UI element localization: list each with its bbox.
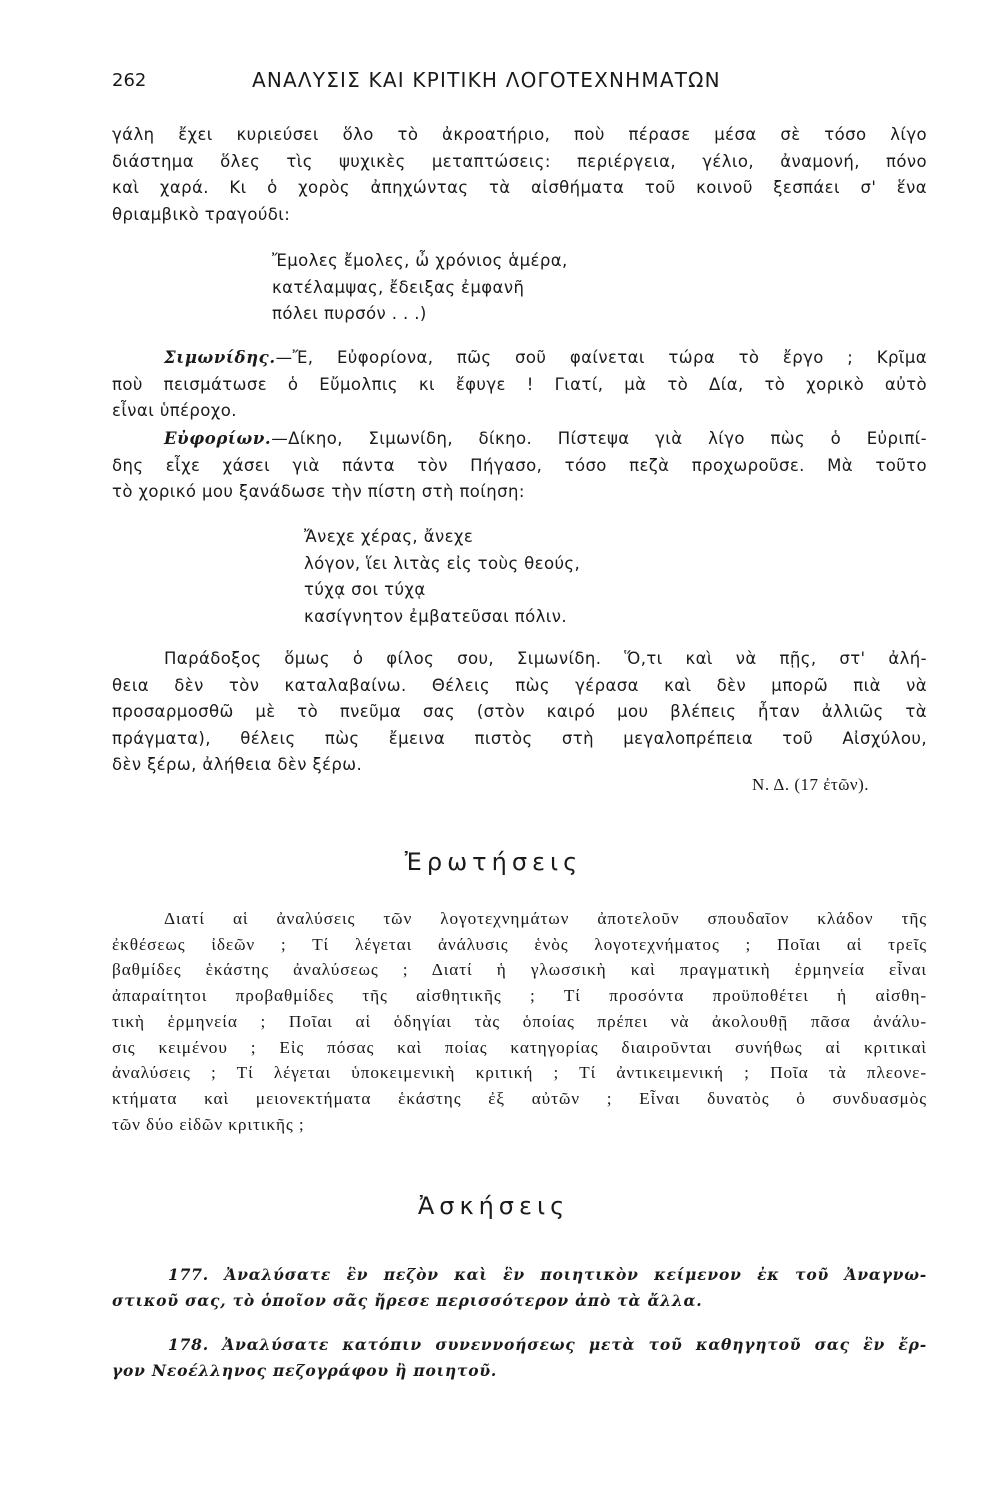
text-line: γάλη ἔχει κυριεύσει ὅλο τὸ ἀκροατήριο, ποὺ πέρασε μέσα σὲ τόσο λίγο bbox=[112, 125, 927, 144]
verse-line: τύχᾳ σοι τύχᾳ bbox=[304, 580, 426, 600]
closing-paragraph bbox=[112, 646, 927, 779]
text-line: εἶναι ὑπέροχο. bbox=[112, 401, 237, 421]
text-line: προσαρμοσθῶ μὲ τὸ πνεῦμα σας (στὸν καιρό μου βλέπεις ἦταν ἀλλιῶς τὰ bbox=[112, 702, 927, 722]
text-line: σις κειμένου ; Εἰς πόσας καὶ ποίας κατηγορίας διαιροῦνται συνήθως αἱ κριτικαὶ bbox=[112, 1037, 927, 1057]
simonides-speech bbox=[112, 345, 927, 425]
text-line: καὶ χαρά. Κι ὁ χορὸς ἀπηχώντας τὰ αἰσθήματα τοῦ κοινοῦ ξεσπάει σ' ἕνα bbox=[112, 178, 927, 198]
text-line: δης εἶχε χάσει γιὰ πάντα τὸν Πήγασο, τόσο πεζὰ προχωροῦσε. Μὰ τοῦτο bbox=[112, 455, 927, 475]
questions-paragraph bbox=[112, 906, 927, 1137]
author-signature: Ν. Δ. (17 ἐτῶν). bbox=[752, 775, 869, 794]
exercise-177 bbox=[112, 1262, 927, 1314]
text-line: ἀναλύσεις ; Τί λέγεται ὑποκειμενικὴ κριτική ; Τί ἀντικειμενική ; Ποῖα τὰ πλεονε- bbox=[112, 1063, 927, 1083]
verse-line: κατέλαμψας, ἔδειξας ἐμφανῆ bbox=[272, 277, 525, 297]
page-number: 262 bbox=[112, 70, 147, 91]
text-line: τῶν δύο εἰδῶν κριτικῆς ; bbox=[112, 1114, 305, 1134]
speaker-name: Εὐφορίων. bbox=[164, 429, 272, 448]
text-line: διάστημα ὅλες τὶς ψυχικὲς μεταπτώσεις: περιέργεια, γέλιο, ἀναμονή, πόνο bbox=[112, 151, 927, 171]
chorus-verse-1 bbox=[272, 248, 568, 328]
text-line: θριαμβικὸ τραγούδι: bbox=[112, 204, 291, 224]
text-line: κτήματα καὶ μειονεκτήματα ἑκάστης ἐξ αὐτῶν ; Εἶναι δυνατὸς ὁ συνδυασμὸς bbox=[112, 1088, 927, 1108]
verse-line: κασίγνητον ἐμβατεῦσαι πόλιν. bbox=[304, 606, 567, 626]
text-line: ποὺ πεισμάτωσε ὁ Εὔμολπις κι ἔφυγε ! Γιατί, μὰ τὸ Δία, τὸ χορικὸ αὐτὸ bbox=[112, 374, 927, 394]
chorus-verse-2 bbox=[304, 524, 580, 630]
text-line: γον Νεοέλληνος πεζογράφου ἢ ποιητοῦ. bbox=[112, 1361, 498, 1380]
text-line: τὸ χορικό μου ξανάδωσε τὴν πίστη στὴ ποίηση: bbox=[112, 482, 525, 502]
speech-text: —Ἔ, Εὐφορίονα, πῶς σοῦ φαίνεται τώρα τὸ ἔργο ; Κρῖμα bbox=[275, 348, 927, 367]
text-line: 178. Ἀναλύσατε κατόπιν συνεννοήσεως μετὰ τοῦ καθηγητοῦ σας ἓν ἔρ- bbox=[168, 1335, 927, 1354]
text-line: Παράδοξος ὅμως ὁ φίλος σου, Σιμωνίδη. Ὅ,τι καὶ νὰ πῇς, στ' ἀλή- bbox=[164, 649, 927, 668]
text-line: 177. Ἀναλύσατε ἓν πεζὸν καὶ ἓν ποιητικὸν κείμενον ἐκ τοῦ Ἀναγνω- bbox=[168, 1265, 927, 1284]
text-line: ἀπαραίτητοι προβαθμίδες τῆς αἰσθητικῆς ; Τί προσόντα προϋποθέτει ἡ αἰσθη- bbox=[112, 986, 927, 1006]
verse-line: Ἄνεχε χέρας, ἄνεχε bbox=[304, 527, 474, 546]
text-line: τικὴ ἑρμηνεία ; Ποῖαι αἱ ὁδηγίαι τὰς ὁποίας πρέπει νὰ ἀκολουθῇ πᾶσα ἀνάλυ- bbox=[112, 1011, 927, 1031]
text-line: ἐκθέσεως ἰδεῶν ; Τί λέγεται ἀνάλυσις ἑνὸς λογοτεχνήματος ; Ποῖαι αἱ τρεῖς bbox=[112, 934, 927, 954]
verse-line: Ἔμολες ἔμολες, ὦ χρόνιος ἁμέρα, bbox=[272, 251, 568, 270]
running-title: ΑΝΑΛΥΣΙΣ ΚΑΙ ΚΡΙΤΙΚΗ ΛΟΓΟΤΕΧΝΗΜΑΤΩΝ bbox=[252, 68, 721, 92]
exercise-178 bbox=[112, 1332, 927, 1384]
text-line: Διατί αἱ ἀναλύσεις τῶν λογοτεχνημάτων ἀποτελοῦν σπουδαῖον κλάδον τῆς bbox=[164, 909, 927, 928]
text-line: βαθμίδες ἑκάστης ἀναλύσεως ; Διατί ἡ γλωσσικὴ καὶ πραγματικὴ ἑρμηνεία εἶναι bbox=[112, 960, 927, 980]
exercises-heading: Ἀσκήσεις bbox=[417, 1192, 570, 1220]
text-line bbox=[112, 345, 927, 372]
page-header bbox=[112, 66, 924, 102]
text-line: στικοῦ σας, τὸ ὁποῖον σᾶς ἤρεσε περισσότερον ἀπὸ τὰ ἄλλα. bbox=[112, 1291, 703, 1310]
intro-paragraph bbox=[112, 122, 927, 228]
text-line: δὲν ξέρω, ἀλήθεια δὲν ξέρω. bbox=[112, 755, 363, 775]
text-line bbox=[112, 426, 927, 453]
text-line: θεια δὲν τὸν καταλαβαίνω. Θέλεις πὼς γέρασα καὶ δὲν μπορῶ πιὰ νὰ bbox=[112, 675, 927, 695]
text-line: πράγματα), θέλεις πὼς ἔμεινα πιστὸς στὴ μεγαλοπρέπεια τοῦ Αἰσχύλου, bbox=[112, 728, 927, 748]
speaker-name: Σιμωνίδης. bbox=[164, 348, 276, 367]
euphorion-speech bbox=[112, 426, 927, 506]
verse-line: λόγον, ἵει λιτὰς εἰς τοὺς θεούς, bbox=[304, 553, 581, 573]
speech-text: —Δίκηο, Σιμωνίδη, δίκηο. Πίστεψα γιὰ λίγο πὼς ὁ Εὐριπί- bbox=[271, 429, 927, 448]
verse-line: πόλει πυρσόν . . .) bbox=[272, 304, 427, 324]
questions-heading: Ἐρωτήσεις bbox=[404, 848, 583, 876]
